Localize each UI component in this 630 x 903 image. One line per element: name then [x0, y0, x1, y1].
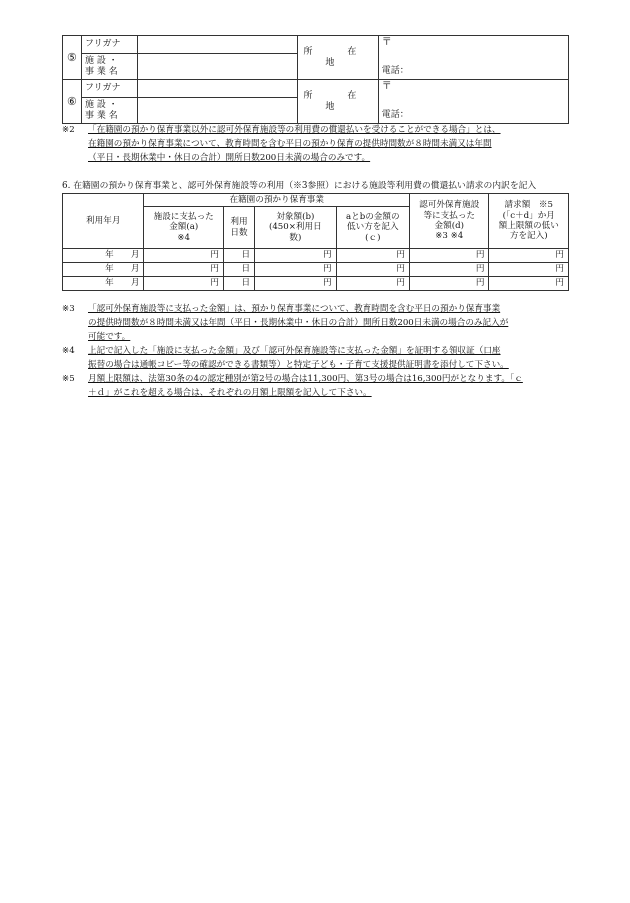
note-5-mark: ※5 — [62, 374, 75, 384]
row-3-claim[interactable]: 円 — [489, 277, 569, 291]
header-paid-a: 施設に支払った 金額(a) ※4 — [144, 207, 223, 249]
note-3 — [88, 302, 573, 344]
row-2-month[interactable]: 年 月 — [63, 263, 144, 277]
section-6-title: 6. 在籍園の預かり保育事業と、認可外保育施設等の利用（※3参照）における施設等利用費の償還払い請求の内訳を記入 — [62, 181, 537, 191]
row-2-target-b[interactable]: 円 — [255, 263, 336, 277]
note-5-line-1: 月額上限額は、法第30条の4の認定種別が第2号の場合は11,300円、第3号の場合は16,300円がとなります。「ｃ — [88, 374, 523, 384]
header-lower-c: aとbの金額の 低い方を記入 (ｃ) — [336, 207, 409, 249]
facility-5-name-label: 施 設 ・ 事 業 名 — [81, 54, 137, 80]
facility-5-tel-label: 電話： — [381, 66, 409, 77]
header-days: 利用 日数 — [223, 207, 254, 249]
facility-6-furigana-label: フリガナ — [81, 80, 137, 98]
note-2 — [88, 123, 573, 165]
row-3-paid-a[interactable]: 円 — [144, 277, 223, 291]
facility-5-location-label: 所 在 地 — [298, 36, 379, 80]
row-3-month[interactable]: 年 月 — [63, 277, 144, 291]
note-2-line-1: 「在籍園の預かり保育事業以外に認可外保育施設等の利用費の償還払いを受けることができる場合」とは、 — [88, 125, 501, 135]
note-3-line-2: の提供時間数が８時間未満又は年間（平日・長期休業中・休日の合計）開所日数200日未満の場合のみ記入が — [88, 318, 509, 328]
facility-6-name-label: 施 設 ・ 事 業 名 — [81, 98, 137, 124]
row-1-paid-a[interactable]: 円 — [144, 249, 223, 263]
note-3-line-1: 「認可外保育施設等に支払った金額」は、預かり保育事業について、教育時間を含む平日の預かり保育事業 — [88, 304, 501, 314]
row-2-unlicensed-d[interactable]: 円 — [410, 263, 489, 277]
table-row — [63, 263, 569, 277]
facility-5-number: ⑤ — [63, 36, 82, 80]
row-2-claim[interactable]: 円 — [489, 263, 569, 277]
row-2-lower-c[interactable]: 円 — [336, 263, 409, 277]
table-row — [63, 249, 569, 263]
note-5-line-2: ＋ｄ」がこれを超える場合は、それぞれの月額上限額を記入して下さい。 — [88, 388, 372, 398]
facility-5-address-field[interactable] — [378, 36, 568, 80]
reimbursement-table — [62, 193, 569, 291]
facility-6-number: ⑥ — [63, 80, 82, 124]
note-3-line-3: 可能です。 — [88, 332, 131, 342]
row-3-target-b[interactable]: 円 — [255, 277, 336, 291]
facility-5-zip-mark: 〒 — [381, 37, 392, 48]
row-1-unlicensed-d[interactable]: 円 — [410, 249, 489, 263]
facility-5-furigana-field[interactable] — [137, 36, 297, 54]
row-1-claim[interactable]: 円 — [489, 249, 569, 263]
note-4 — [88, 344, 573, 372]
header-group-hoiku: 在籍園の預かり保育事業 — [144, 194, 410, 207]
header-claim: 請求額 ※5 (「c＋d」か月 額上限額の低い 方を記入) — [489, 194, 569, 249]
facility-6-tel-label: 電話： — [381, 110, 409, 121]
table-row — [63, 277, 569, 291]
facility-6-furigana-field[interactable] — [137, 80, 297, 98]
facility-5-name-field[interactable] — [137, 54, 297, 80]
facility-table — [62, 35, 569, 124]
facility-6-location-label: 所 在 地 — [298, 80, 379, 124]
row-2-paid-a[interactable]: 円 — [144, 263, 223, 277]
header-month: 利用年月 — [63, 194, 144, 249]
row-3-lower-c[interactable]: 円 — [336, 277, 409, 291]
row-2-days[interactable]: 日 — [223, 263, 254, 277]
note-5 — [88, 372, 573, 400]
row-1-target-b[interactable]: 円 — [255, 249, 336, 263]
note-4-mark: ※4 — [62, 346, 75, 356]
note-2-mark: ※2 — [62, 125, 75, 135]
row-1-lower-c[interactable]: 円 — [336, 249, 409, 263]
facility-6-address-field[interactable] — [378, 80, 568, 124]
note-2-line-3: （平日・長期休業中・休日の合計）開所日数200日未満の場合のみです。 — [88, 153, 371, 163]
note-2-line-2: 在籍園の預かり保育事業について、教育時間を含む平日の預かり保育の提供時間数が８時間未満又は年間 — [88, 139, 492, 149]
note-4-line-1: 上記で記入した「施設に支払った金額」及び「認可外保育施設等に支払った金額」を証明する領収証（口座 — [88, 346, 501, 356]
row-1-month[interactable]: 年 月 — [63, 249, 144, 263]
header-target-b: 対象額(b) (450×利用日 数) — [255, 207, 336, 249]
header-unlicensed-d: 認可外保育施設 等に支払った 金額(d) ※3 ※4 — [410, 194, 489, 249]
facility-5-furigana-label: フリガナ — [81, 36, 137, 54]
row-3-unlicensed-d[interactable]: 円 — [410, 277, 489, 291]
facility-6-name-field[interactable] — [137, 98, 297, 124]
row-3-days[interactable]: 日 — [223, 277, 254, 291]
note-3-mark: ※3 — [62, 304, 75, 314]
facility-6-zip-mark: 〒 — [381, 81, 392, 92]
row-1-days[interactable]: 日 — [223, 249, 254, 263]
note-4-line-2: 振替の場合は通帳コピー等の確認ができる書類等）と特定子ども・子育て支援提供証明書を添付して下さい。 — [88, 360, 509, 370]
